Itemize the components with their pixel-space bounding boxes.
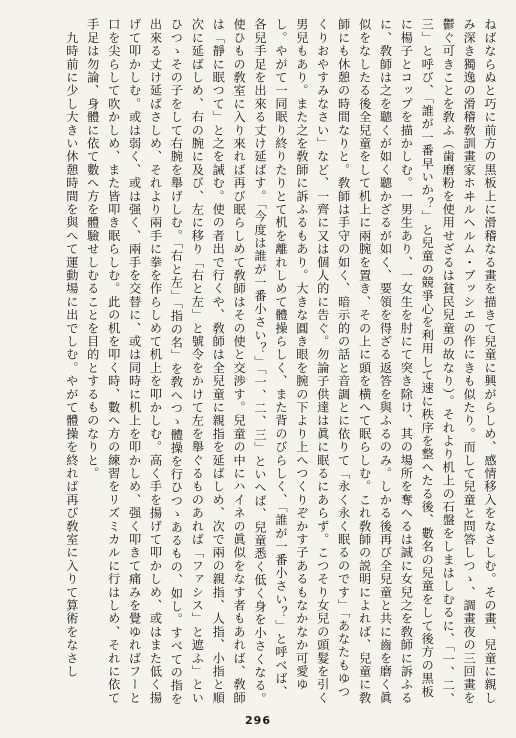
paragraph-2: 九時前に少し大きい休憩時間を與へて運動場に出でしむ。やがて體操を終れば再び敎室に入りて算術をなさし bbox=[64, 18, 79, 678]
paragraph-1: ねばならぬと巧に前方の黒板上に滑稽なる畫を描きて兒童に興がらしめ、感情移入をなさしむ。その畫、兒童に親しみ深き獨逸の滑稽敎訓畫家ホヰルヘルム・ブッシエの作にきも似たり。而して兒童と問答しつゝ、調畫夜の三回畫を鬱ぐ可きことを敎ふ（歯磨粉を使用せざるは貧民兒童の故なり）。それより机上の石盤をしまはしむるに、「一、二、三」と呼び、「誰が一番早いか？」と兒童の競爭心を利用して速に秩序を整へたる後、數名の兒童をして後方の黒板に楊子とコップを描かしむ。一男生あり、一女生を肘にて突き除け、其の場所を奪へるは誠に女兒之を敎師に訴ふるに、敎師は之を聽くが如く聽かざるが如く、要領を得ざる返答を與ふるのみ。しかる後再び全兒童と共に齒を磨く眞似をなしたる後全兒童をして机上に兩腕を置き、その上に頭を横へて眠らしむ。これ敎師の説明によれば、兒童に敎師にも休憩の時間なりと。敎師は手守の如く、暗示的の話と音調とに依りて「永く永く眠るのです」「あなたもゆつくりおやすみなさい」など、一齊に又は個人的に告ぐ。勿論子供達は眞に眠るにあらず。こつそり女兒の頭髮を引く男兒もあり。また之を敎師に訴ふるもあり。大きな圓き眼を腕の下より上へつくりぞかす子あるもなかなか可愛ゆし。やがて一同眠り終りたりとて机を離れしめて體操らしく、また背のびらしく、「誰が一番小さい？」と呼べば、各兒手足を出來る丈け延ばす。「今度は誰が一番小さい？」「一、二、三」といへば、兒童悉く低く身を小さくなる。使ひもの敎室に入り來れば再び眠らしめて敎師はその使と交渉す。兒童の中にハイネの眞似をなす者もあれば、敎師は「靜に眠つて」と之を誡む。使の者出で行くや、敎師は全兒童に親指を延ばしめ、次で兩の親指、人指、小指と順次に延ばしめ、右の腕に及び、左に移り「右と左」と號令をかけて左を舉ぐるものあれば「ファシス」と遮ふ」といひつゝその子をして右腕を舉げしむ。「右と左」「指の名」を敎へつゝ體操を行ひつゝあるもの、如し。すべての指を出來る丈け延ばさしめ、それより兩手に拳を作らしめて机上を叩かしむ。高く手を揚げて叩かしめ、或はまた低く揚げて叩かしむ。或は弱く、或は强く、兩手を交替に、或は同時に机上を叩かしめ、强く叩きて痛みを覺ゆればフーと口を尖らして吹かしめ、また皆叩き眠らしむ。此の机を叩く時、數へ方の練習をリズミカルに行はしめ、それに依て手足は勿論、身體に依て數へ方を體驗せしむることを目的とするものなりと。 bbox=[85, 18, 497, 706]
page-number: 296 bbox=[245, 714, 271, 727]
body-text bbox=[48, 18, 500, 708]
